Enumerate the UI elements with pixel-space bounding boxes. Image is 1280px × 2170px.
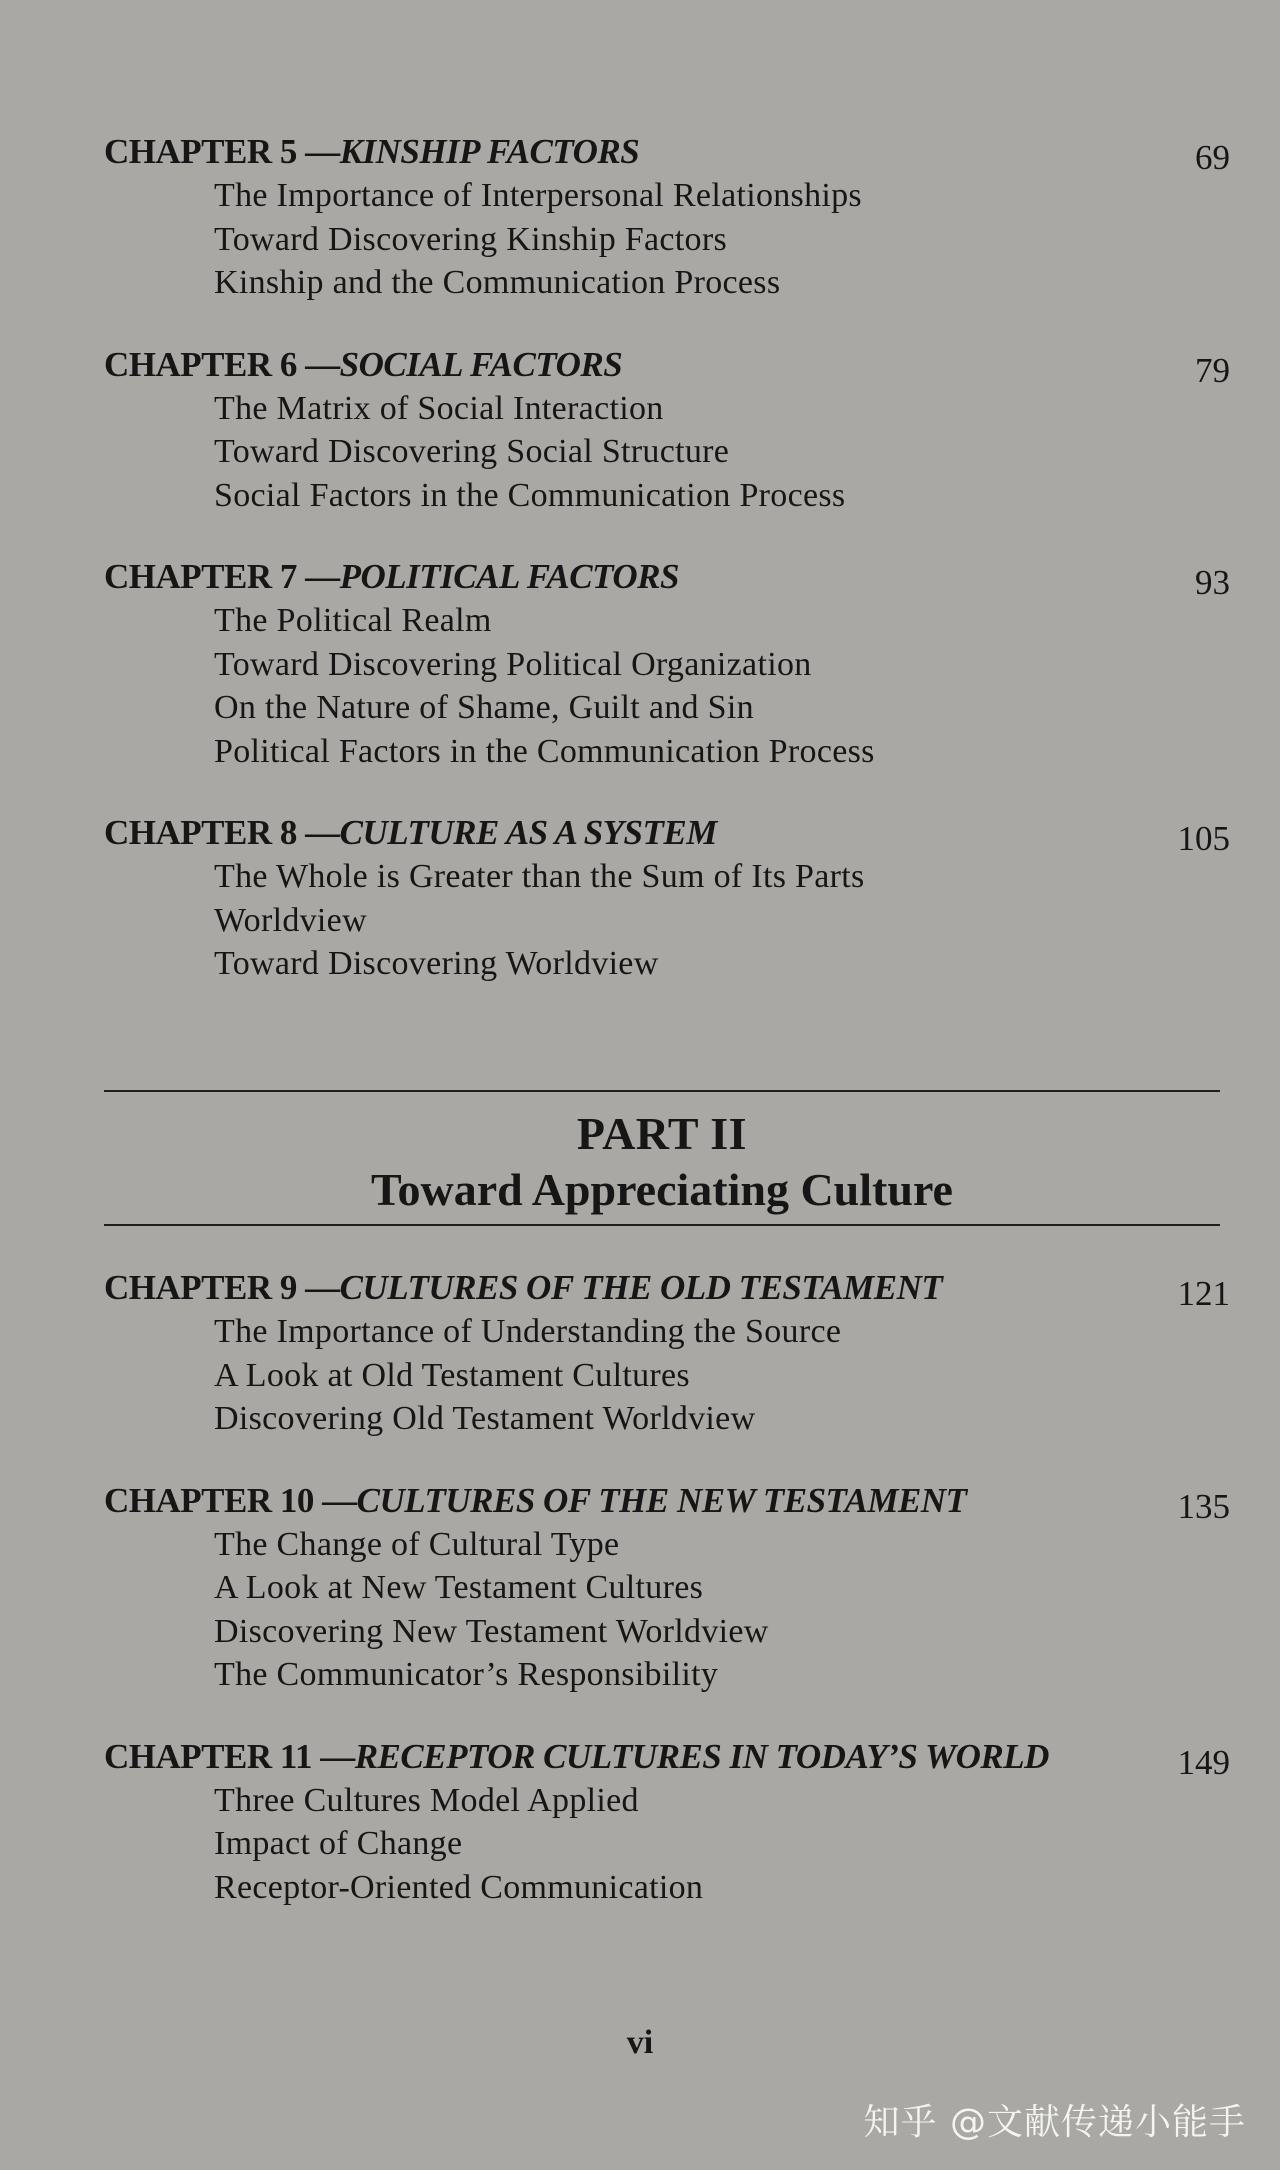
chapter-title: POLITICAL FACTORS — [339, 557, 679, 596]
chapter-entry — [104, 555, 1230, 773]
section-entry: Toward Discovering Worldview — [214, 945, 659, 982]
section-entry: Impact of Change — [214, 1825, 463, 1862]
chapter-heading — [104, 1735, 1230, 1779]
chapter-page-number: 135 — [1177, 1486, 1230, 1526]
page-number: vi — [626, 2024, 654, 2061]
chapter-page-number: 69 — [1195, 138, 1230, 177]
chapter-entry — [104, 130, 1230, 305]
section-entry: The Political Realm — [214, 602, 492, 639]
section-entry: Receptor-Oriented Communication — [214, 1868, 704, 1906]
chapter-separator: — — [305, 132, 340, 171]
watermark: 知乎 @文献传递小能手 — [863, 2102, 1246, 2143]
section-entry: A Look at Old Testament Cultures — [214, 1356, 690, 1394]
chapter-title: KINSHIP FACTORS — [339, 132, 640, 171]
chapter-page-number: 79 — [1195, 350, 1230, 390]
section-entry: A Look at New Testament Cultures — [214, 1569, 704, 1606]
chapter-entry — [104, 1479, 1230, 1697]
part-label: PART II — [576, 1108, 748, 1159]
section-entry: Three Cultures Model Applied — [214, 1781, 639, 1819]
chapter-number: CHAPTER 11 — [104, 1736, 312, 1776]
section-entry: Kinship and the Communication Process — [214, 264, 781, 301]
section-entry: Social Factors in the Communication Process — [214, 476, 846, 514]
chapter-separator: — — [305, 813, 340, 852]
chapter-number: CHAPTER 8 — [104, 813, 297, 852]
chapter-separator: — — [320, 1736, 355, 1776]
section-entry: The Matrix of Social Interaction — [214, 389, 664, 427]
chapter-number: CHAPTER 6 — [104, 344, 297, 384]
section-entry: The Importance of Understanding the Source — [214, 1313, 842, 1350]
chapter-entry — [104, 343, 1230, 518]
chapter-title: SOCIAL FACTORS — [339, 344, 623, 384]
part-title: Toward Appreciating Culture — [371, 1164, 953, 1215]
section-entry: Worldview — [214, 901, 367, 939]
chapter-number: CHAPTER 5 — [104, 132, 297, 171]
section-entry: The Importance of Interpersonal Relationships — [214, 177, 862, 214]
section-entry: Discovering Old Testament Worldview — [214, 1400, 756, 1437]
chapter-heading — [104, 811, 1230, 855]
chapter-page-number: 121 — [1177, 1274, 1230, 1313]
chapter-number: CHAPTER 10 — [104, 1480, 314, 1520]
chapter-title: RECEPTOR CULTURES IN TODAY’S WORLD — [354, 1736, 1049, 1776]
chapter-heading — [104, 555, 1230, 599]
section-entry: Political Factors in the Communication Process — [214, 732, 875, 770]
part-bottom-rule — [104, 1224, 1220, 1226]
section-entry: The Communicator’s Responsibility — [214, 1656, 719, 1693]
chapter-heading — [104, 343, 1230, 387]
chapter-entry — [104, 811, 1230, 986]
part-top-rule — [104, 1090, 1220, 1092]
section-entry: On the Nature of Shame, Guilt and Sin — [214, 689, 754, 726]
chapter-title: CULTURES OF THE NEW TESTAMENT — [356, 1480, 967, 1520]
section-entry: Toward Discovering Social Structure — [214, 433, 730, 470]
section-entry: The Change of Cultural Type — [214, 1525, 620, 1563]
chapter-page-number: 93 — [1195, 563, 1230, 602]
section-entry: Toward Discovering Kinship Factors — [214, 220, 728, 258]
chapter-title: CULTURES OF THE OLD TESTAMENT — [339, 1268, 943, 1307]
chapter-heading — [104, 1479, 1230, 1523]
chapter-separator: — — [305, 1268, 340, 1307]
chapter-page-number: 105 — [1177, 819, 1230, 858]
section-entry: Toward Discovering Political Organization — [214, 645, 812, 683]
chapter-number: CHAPTER 9 — [104, 1268, 297, 1307]
chapter-title: CULTURE AS A SYSTEM — [339, 813, 717, 852]
chapter-number: CHAPTER 7 — [104, 557, 297, 596]
part-heading — [104, 1090, 1220, 1226]
chapter-entry — [104, 1266, 1230, 1441]
chapter-entry — [104, 1735, 1230, 1910]
chapter-separator: — — [305, 557, 340, 596]
chapter-heading — [104, 1266, 1230, 1310]
chapter-separator: — — [322, 1480, 357, 1520]
section-entry: The Whole is Greater than the Sum of Its Parts — [214, 858, 865, 895]
chapter-page-number: 149 — [1177, 1742, 1230, 1782]
section-entry: Discovering New Testament Worldview — [214, 1612, 769, 1650]
chapter-heading — [104, 130, 1230, 174]
toc-section-part-1 — [104, 130, 1230, 1024]
chapter-separator: — — [305, 344, 340, 384]
toc-section-part-2 — [104, 1266, 1230, 1947]
